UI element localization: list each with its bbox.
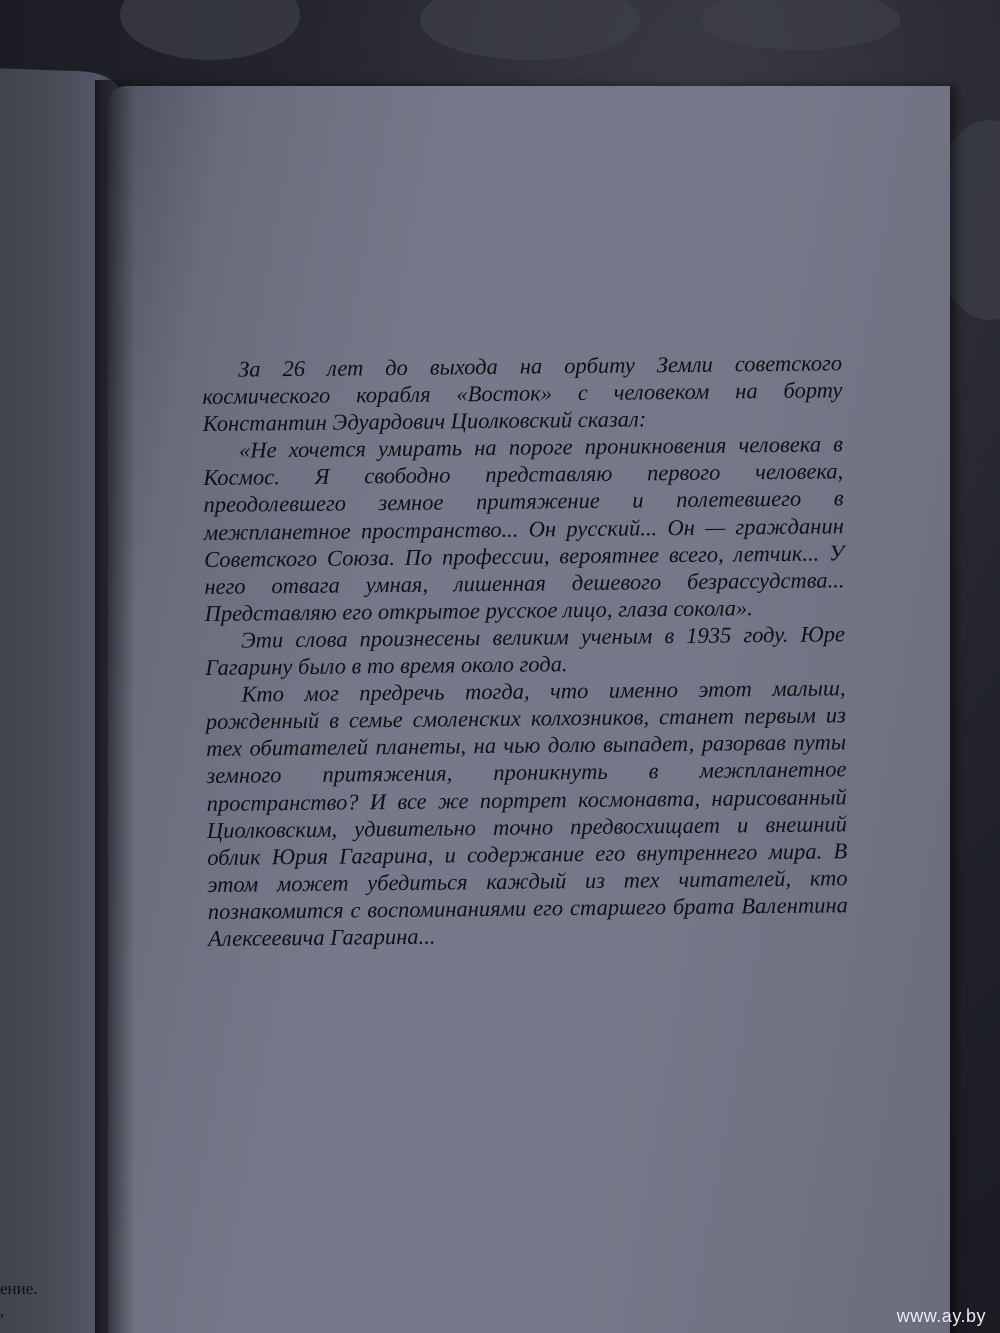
paragraph: Кто мог предречь тогда, что именно этот малыш, рожденный в семье смоленских колхозников, станет первым из тех обитателей планеты, на чью долю выпадет, разорвав путы земного притяжения, проникнуть в межпланетное пространство? И все же портрет космонавта, нарисованный Циолковским, удивительно точно предвосхищает и внешний облик Юрия Гагарина, и содержание его внутреннего мира. В этом может убедиться каждый из тех читателей, кто познакомится с воспоминаниями его старшего брата Валентина Алексеевича Гагарина... (205, 675, 848, 951)
paragraph: За 26 лет до выхода на орбиту Земли советского космического корабля «Восток» с человеком на борту Константин Эдуардович Циолковский сказал: (202, 350, 843, 437)
watermark: www.ay.by (896, 1306, 986, 1326)
left-page-line: , (0, 1301, 5, 1320)
fabric-pattern (420, 0, 640, 60)
page-text (202, 349, 848, 952)
fabric-pattern (120, 0, 300, 60)
book-gutter (95, 80, 135, 1333)
paragraph-quote: «Не хочется умирать на пороге проникновения человека в Космос. Я свободно представляю первого человека, преодолевшего земное притяжение и полетевшего в межпланетное пространство... Он русский... Он — гражданин Советского Союза. По профессии, вероятнее всего, летчик... У него отвага умная, лишенная дешевого безрассудства... Представляю его открытое русское лицо, глаза сокола». (203, 431, 845, 626)
fabric-pattern (700, 0, 900, 50)
left-page-line: ение. (0, 1279, 38, 1298)
left-page-fragment (0, 1278, 38, 1322)
paragraph: Эти слова произнесены великим ученым в 1935 году. Юре Гагарину было в то время около года. (205, 621, 846, 681)
